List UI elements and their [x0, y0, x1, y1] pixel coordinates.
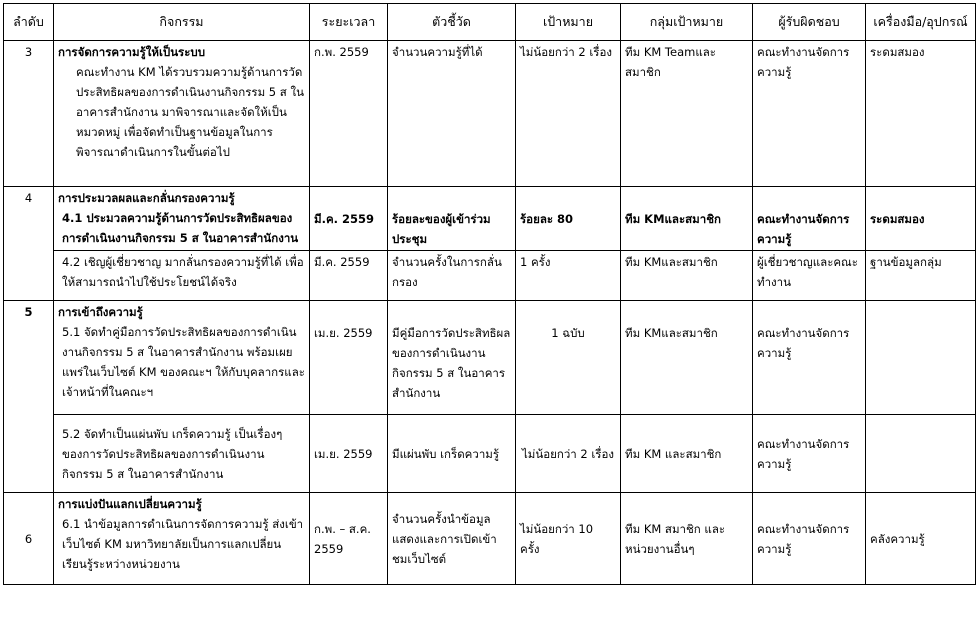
- row-number-continuation: [4, 415, 54, 493]
- target-group-cell: ทีม KM และสมาชิก: [621, 415, 753, 493]
- indicator-cell: ร้อยละของผู้เข้าร่วมประชุม: [388, 187, 516, 251]
- col-header-target-group: กลุ่มเป้าหมาย: [621, 4, 753, 41]
- target-cell: ร้อยละ 80: [516, 187, 621, 251]
- activity-detail: 5.2 จัดทำเป็นแผ่นพับ เกร็ดความรู้ เป็นเรื่องๆ ของการวัดประสิทธิผลของการดำเนินงานกิจกรรม 5 ส ในอาคารสำนักงาน: [62, 426, 283, 481]
- col-header-no: ลำดับ: [4, 4, 54, 41]
- target-group-cell: ทีม KM สมาชิก และหน่วยงานอื่นๆ: [621, 493, 753, 585]
- table-row: [4, 251, 976, 301]
- km-plan-table: [3, 3, 976, 585]
- table-row: [4, 41, 976, 187]
- activity-title: การจัดการความรู้ให้เป็นระบบ: [58, 45, 206, 59]
- col-header-indicator: ตัวชี้วัด: [388, 4, 516, 41]
- responsible-cell: คณะทำงานจัดการความรู้: [753, 301, 866, 415]
- tools-cell: คลังความรู้: [866, 493, 976, 585]
- activity-detail: 4.1 ประมวลความรู้ด้านการวัดประสิทธิผลของการดำเนินงานกิจกรรม 5 ส ในอาคารสำนักงาน: [62, 211, 299, 245]
- tools-cell: [866, 415, 976, 493]
- activity-title: การแบ่งปันแลกเปลี่ยนความรู้: [58, 497, 202, 511]
- indicator-cell: จำนวนครั้งในการกลั่นกรอง: [388, 251, 516, 301]
- period-cell: เม.ย. 2559: [310, 415, 388, 493]
- activity-detail: คณะทำงาน KM ได้รวบรวมความรู้ด้านการวัดประสิทธิผลของการดำเนินงานกิจกรรม 5 ส ในอาคารสำนักงาน มาพิจารณาและจัดให้เป็นหมวดหมู่ เพื่อจัดทำเป็นฐานข้อมูลในการพิจารณาดำเนินการในขั้นต่อไป: [76, 65, 304, 159]
- indicator-cell: จำนวนความรู้ที่ได้: [388, 41, 516, 187]
- row-number: 3: [4, 41, 54, 187]
- target-group-cell: ทีม KM Teamและสมาชิก: [621, 41, 753, 187]
- indicator-cell: จำนวนครั้งนำข้อมูลแสดงและการเปิดเข้าชมเว็บไซต์: [388, 493, 516, 585]
- target-group-cell: ทีม KMและสมาชิก: [621, 187, 753, 251]
- period-cell: ก.พ. 2559: [310, 41, 388, 187]
- activity-cell: [54, 301, 310, 415]
- period-cell: ก.พ. – ส.ค. 2559: [310, 493, 388, 585]
- activity-cell: [54, 187, 310, 251]
- target-cell: 1 ครั้ง: [516, 251, 621, 301]
- table-row: [4, 301, 976, 415]
- tools-cell: ระดมสมอง: [866, 41, 976, 187]
- table-row: [4, 493, 976, 585]
- col-header-tools: เครื่องมือ/อุปกรณ์: [866, 4, 976, 41]
- activity-detail: 4.2 เชิญผู้เชี่ยวชาญ มากลั่นกรองความรู้ที่ได้ เพื่อให้สามารถนำไปใช้ประโยชน์ได้จริง: [62, 255, 304, 289]
- row-number-continuation: [4, 251, 54, 301]
- period-cell: มี.ค. 2559: [310, 251, 388, 301]
- tools-cell: ฐานข้อมูลกลุ่ม: [866, 251, 976, 301]
- target-cell: ไม่น้อยกว่า 2 เรื่อง: [516, 41, 621, 187]
- responsible-cell: คณะทำงานจัดการความรู้: [753, 415, 866, 493]
- col-header-target: เป้าหมาย: [516, 4, 621, 41]
- table-row: [4, 187, 976, 251]
- target-cell: ไม่น้อยกว่า 2 เรื่อง: [516, 415, 621, 493]
- period-cell: มี.ค. 2559: [310, 187, 388, 251]
- target-group-cell: ทีม KMและสมาชิก: [621, 251, 753, 301]
- header-row: [4, 4, 976, 41]
- row-number: 5: [4, 301, 54, 415]
- activity-cell: [54, 251, 310, 301]
- responsible-cell: คณะทำงานจัดการความรู้: [753, 493, 866, 585]
- row-number: 6: [4, 493, 54, 585]
- tools-cell: [866, 301, 976, 415]
- km-plan-table-sheet: [3, 3, 975, 605]
- col-header-period: ระยะเวลา: [310, 4, 388, 41]
- table-row: [4, 415, 976, 493]
- col-header-activity: กิจกรรม: [54, 4, 310, 41]
- target-cell: 1 ฉบับ: [516, 301, 621, 415]
- responsible-cell: ผู้เชี่ยวชาญและคณะทำงาน: [753, 251, 866, 301]
- activity-cell: [54, 41, 310, 187]
- target-cell: ไม่น้อยกว่า 10 ครั้ง: [516, 493, 621, 585]
- activity-title: การเข้าถึงความรู้: [58, 305, 143, 319]
- row-number: 4: [4, 187, 54, 251]
- tools-cell: ระดมสมอง: [866, 187, 976, 251]
- activity-title: การประมวลผลและกลั่นกรองความรู้: [58, 191, 235, 205]
- indicator-cell: มีแผ่นพับ เกร็ดความรู้: [388, 415, 516, 493]
- target-group-cell: ทีม KMและสมาชิก: [621, 301, 753, 415]
- activity-detail: 5.1 จัดทำคู่มือการวัดประสิทธิผลของการดำเนินงานกิจกรรม 5 ส ในอาคารสำนักงาน พร้อมเผยแพร่ในเว็บไซต์ KM ของคณะฯ ให้กับบุคลากรและเจ้าหน้าที่ในคณะฯ: [62, 325, 305, 399]
- indicator-cell: มีคู่มือการวัดประสิทธิผลของการดำเนินงานกิจกรรม 5 ส ในอาคารสำนักงาน: [388, 301, 516, 415]
- responsible-cell: คณะทำงานจัดการความรู้: [753, 41, 866, 187]
- activity-cell: [54, 493, 310, 585]
- period-cell: เม.ย. 2559: [310, 301, 388, 415]
- activity-detail: 6.1 นำข้อมูลการดำเนินการจัดการความรู้ ส่งเข้าเว็บไซต์ KM มหาวิทยาลัยเป็นการแลกเปลี่ยนเรียนรู้ระหว่างหน่วยงาน: [62, 517, 304, 571]
- col-header-responsible: ผู้รับผิดชอบ: [753, 4, 866, 41]
- responsible-cell: คณะทำงานจัดการความรู้: [753, 187, 866, 251]
- activity-cell: [54, 415, 310, 493]
